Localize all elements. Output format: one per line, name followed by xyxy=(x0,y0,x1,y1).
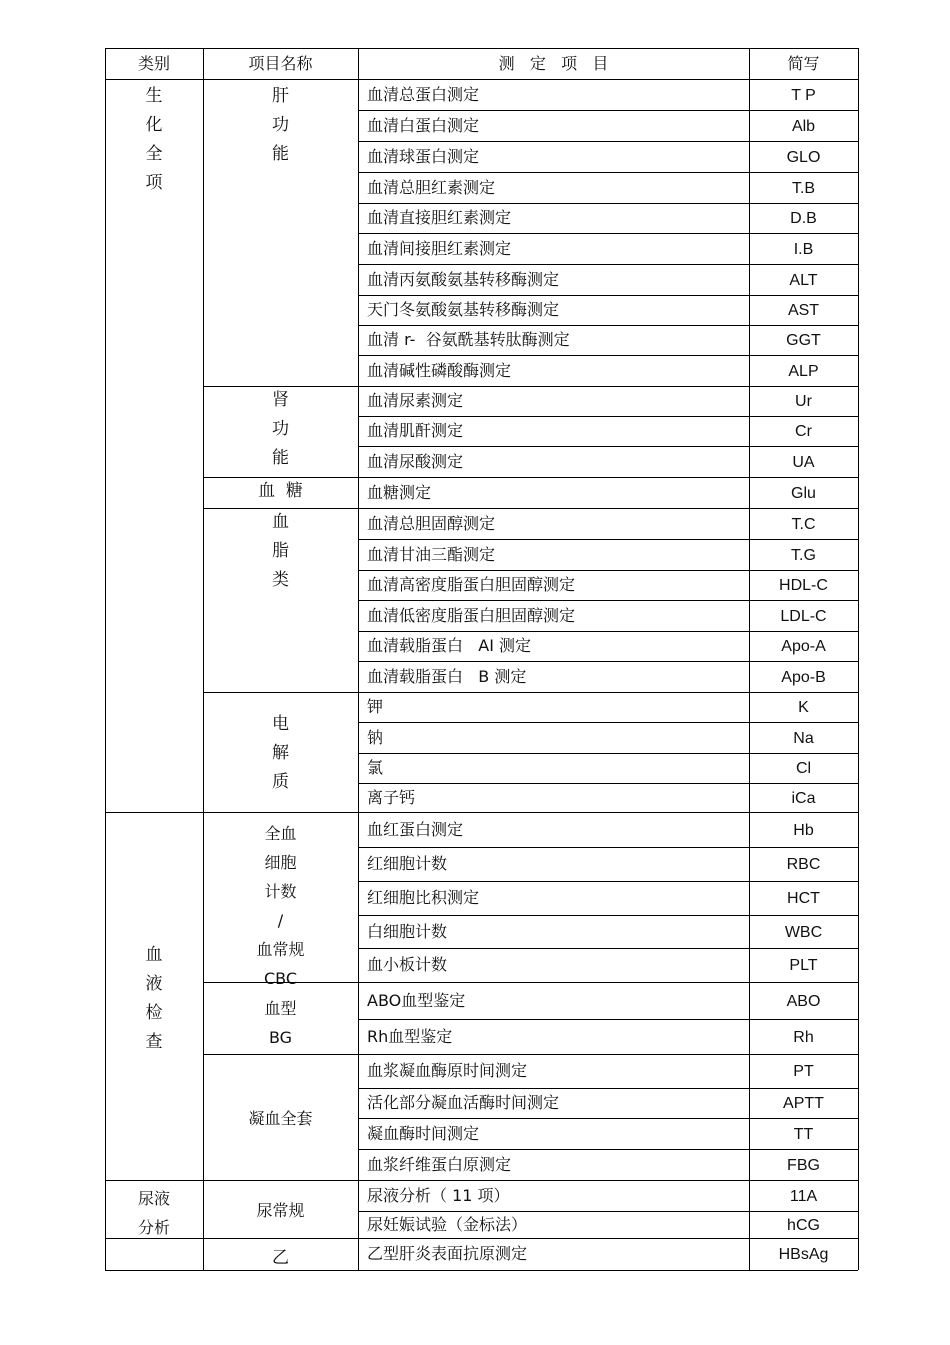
test-abbreviation: HBsAg xyxy=(778,1246,829,1263)
table-rule xyxy=(203,692,358,693)
table-rule xyxy=(105,1180,203,1181)
table-rule xyxy=(358,1054,858,1055)
table-rule xyxy=(358,355,858,356)
test-abbreviation: Ur xyxy=(795,393,812,410)
test-item-name: 血清总蛋白测定 xyxy=(367,85,480,104)
subgroup-kidney-function: 肾 功 能 xyxy=(272,390,289,468)
test-abbreviation: PT xyxy=(793,1063,814,1080)
table-rule xyxy=(358,110,858,111)
table-rule xyxy=(358,1118,858,1119)
test-abbreviation: RBC xyxy=(786,856,821,873)
test-item-name: 红细胞计数 xyxy=(367,854,448,873)
test-abbreviation: ABO xyxy=(786,993,821,1010)
test-item-name: 血清低密度脂蛋白胆固醇测定 xyxy=(367,606,576,625)
test-item-name: 血清载脂蛋白 B 测定 xyxy=(367,667,527,686)
test-abbreviation: WBC xyxy=(784,924,823,941)
test-item-name: 血清球蛋白测定 xyxy=(367,147,480,166)
table-rule xyxy=(358,631,858,632)
subgroup-blood-lipids: 血 脂 类 xyxy=(272,512,289,590)
test-item-name: 血清载脂蛋白 AI 测定 xyxy=(367,636,532,655)
test-abbreviation: ALT xyxy=(789,272,818,289)
table-rule xyxy=(105,1238,203,1239)
test-abbreviation: Na xyxy=(793,730,814,747)
header-category: 类别 xyxy=(137,54,170,73)
subgroup-blood-type: 血型 BG xyxy=(264,999,297,1047)
table-rule xyxy=(358,915,858,916)
test-item-name: 血清总胆红素测定 xyxy=(367,178,496,197)
table-rule xyxy=(358,661,858,662)
test-item-name: 红细胞比积测定 xyxy=(367,888,480,907)
test-item-name: 血清肌酐测定 xyxy=(367,421,464,440)
table-rule xyxy=(105,812,203,813)
test-abbreviation: GLO xyxy=(786,149,821,166)
table-rule xyxy=(358,1149,858,1150)
table-rule xyxy=(358,783,858,784)
test-item-name: 血清尿素测定 xyxy=(367,391,464,410)
table-rule xyxy=(203,386,358,387)
test-item-name: 血清碱性磷酸酶测定 xyxy=(367,361,512,380)
table-rule xyxy=(358,233,858,234)
test-item-name: 乙型肝炎表面抗原测定 xyxy=(367,1244,528,1263)
table-rule xyxy=(358,386,858,387)
test-item-name: 离子钙 xyxy=(367,788,416,807)
subgroup-electrolytes: 电 解 质 xyxy=(272,714,289,792)
test-item-name: 钠 xyxy=(367,728,384,747)
test-abbreviation: K xyxy=(798,699,809,716)
test-abbreviation: PLT xyxy=(789,957,818,974)
group-blood-exam: 血 液 检 查 xyxy=(145,945,163,1052)
test-item-name: 血清白蛋白测定 xyxy=(367,116,480,135)
subgroup-urine-routine: 尿常规 xyxy=(256,1201,305,1220)
test-abbreviation: HDL-C xyxy=(779,577,828,594)
test-item-name: ABO血型鉴定 xyxy=(367,991,466,1010)
test-item-name: Rh血型鉴定 xyxy=(367,1027,453,1046)
table-rule xyxy=(358,477,858,478)
test-item-name: 氯 xyxy=(367,758,384,777)
test-item-name: 血糖测定 xyxy=(367,483,432,502)
test-abbreviation: AST xyxy=(787,302,820,319)
table-rule xyxy=(358,812,858,813)
test-abbreviation: APTT xyxy=(783,1095,824,1112)
subgroup-hepatitis-b: 乙 xyxy=(272,1248,289,1268)
table-rule xyxy=(358,48,359,1270)
test-abbreviation: T.B xyxy=(791,180,816,197)
test-abbreviation: UA xyxy=(792,454,815,471)
table-rule xyxy=(203,1180,358,1181)
test-item-name: 白细胞计数 xyxy=(367,922,448,941)
table-rule xyxy=(358,79,858,80)
table-rule xyxy=(203,48,204,1270)
test-abbreviation: 11A xyxy=(789,1188,818,1205)
test-abbreviation: Cr xyxy=(795,423,812,440)
test-abbreviation: D.B xyxy=(790,210,817,227)
header-test-item: 测 定 项 目 xyxy=(498,54,609,73)
table-rule xyxy=(358,948,858,949)
header-abbreviation: 简写 xyxy=(787,54,820,73)
test-abbreviation: HCT xyxy=(787,890,820,907)
test-item-name: 血清高密度脂蛋白胆固醇测定 xyxy=(367,575,576,594)
table-rule xyxy=(203,1054,358,1055)
table-rule xyxy=(358,172,858,173)
group-urine-analysis: 尿液 分析 xyxy=(137,1189,170,1237)
test-item-name: 血清甘油三酯测定 xyxy=(367,545,496,564)
test-abbreviation: Apo-B xyxy=(781,669,826,686)
test-item-name: 血清直接胆红素测定 xyxy=(367,208,512,227)
test-abbreviation: TT xyxy=(793,1126,814,1143)
test-abbreviation: T P xyxy=(791,87,816,104)
table-rule xyxy=(358,1180,858,1181)
table-rule xyxy=(358,722,858,723)
test-item-name: 血小板计数 xyxy=(367,955,448,974)
table-rule xyxy=(203,477,358,478)
table-rule xyxy=(358,847,858,848)
test-abbreviation: T.G xyxy=(791,547,816,564)
table-rule xyxy=(203,1238,358,1239)
test-item-name: 尿妊娠试验（金标法） xyxy=(367,1215,528,1234)
test-abbreviation: I.B xyxy=(793,241,814,258)
test-abbreviation: Glu xyxy=(791,485,816,502)
test-abbreviation: iCa xyxy=(791,790,816,807)
table-rule xyxy=(358,295,858,296)
subgroup-coagulation: 凝血全套 xyxy=(248,1109,313,1128)
table-rule xyxy=(358,1270,858,1271)
table-rule xyxy=(858,48,859,1270)
table-rule xyxy=(358,1238,858,1239)
test-abbreviation: LDL-C xyxy=(780,608,827,625)
test-abbreviation: GGT xyxy=(786,332,821,349)
test-abbreviation: Cl xyxy=(795,760,812,777)
test-item-name: 天门冬氨酸氨基转移酶测定 xyxy=(367,300,560,319)
table-rule xyxy=(358,570,858,571)
table-rule xyxy=(358,753,858,754)
table-rule xyxy=(105,48,106,1270)
table-rule xyxy=(358,325,858,326)
table-rule xyxy=(203,982,358,983)
test-abbreviation: hCG xyxy=(787,1217,820,1234)
table-rule xyxy=(358,881,858,882)
table-rule xyxy=(358,539,858,540)
test-item-name: 血清总胆固醇测定 xyxy=(367,514,496,533)
table-rule xyxy=(358,982,858,983)
table-rule xyxy=(358,203,858,204)
test-item-name: 血清尿酸测定 xyxy=(367,452,464,471)
test-item-name: 血红蛋白测定 xyxy=(367,820,464,839)
test-item-name: 血清丙氨酸氨基转移酶测定 xyxy=(367,270,560,289)
table-rule xyxy=(358,446,858,447)
test-abbreviation: Apo-A xyxy=(781,638,826,655)
test-item-name: 凝血酶时间测定 xyxy=(367,1124,480,1143)
test-item-name: 血浆纤维蛋白原测定 xyxy=(367,1155,512,1174)
test-abbreviation: T.C xyxy=(791,516,816,533)
test-item-name: 钾 xyxy=(367,697,384,716)
test-item-name: 血清间接胆红素测定 xyxy=(367,239,512,258)
table-rule xyxy=(203,508,358,509)
test-item-name: 血清 r- 谷氨酰基转肽酶测定 xyxy=(367,330,570,349)
subgroup-cbc: 全血 细胞 计数 / 血常规 CBC xyxy=(256,824,305,988)
test-item-name: 活化部分凝血活酶时间测定 xyxy=(367,1093,560,1112)
table-rule xyxy=(358,600,858,601)
table-rule xyxy=(358,692,858,693)
test-item-name: 尿液分析（ 11 项） xyxy=(367,1186,510,1205)
table-rule xyxy=(105,48,858,49)
test-item-name: 血浆凝血酶原时间测定 xyxy=(367,1061,528,1080)
subgroup-blood-glucose: 血 糖 xyxy=(258,481,303,501)
table-rule xyxy=(358,416,858,417)
table-rule xyxy=(358,141,858,142)
table-rule xyxy=(358,1211,858,1212)
test-abbreviation: Alb xyxy=(791,118,816,135)
subgroup-liver-function: 肝 功 能 xyxy=(272,86,289,164)
test-abbreviation: ALP xyxy=(788,363,819,380)
header-project-name: 项目名称 xyxy=(248,54,313,73)
table-rule xyxy=(749,48,750,1270)
lab-test-table xyxy=(105,48,858,1270)
table-rule xyxy=(203,812,358,813)
group-biochemistry: 生 化 全 项 xyxy=(145,86,163,193)
table-rule xyxy=(358,264,858,265)
table-rule xyxy=(358,508,858,509)
test-abbreviation: FBG xyxy=(787,1157,820,1174)
table-rule xyxy=(358,1088,858,1089)
test-abbreviation: Hb xyxy=(793,822,814,839)
table-rule xyxy=(358,1019,858,1020)
test-abbreviation: Rh xyxy=(793,1029,814,1046)
